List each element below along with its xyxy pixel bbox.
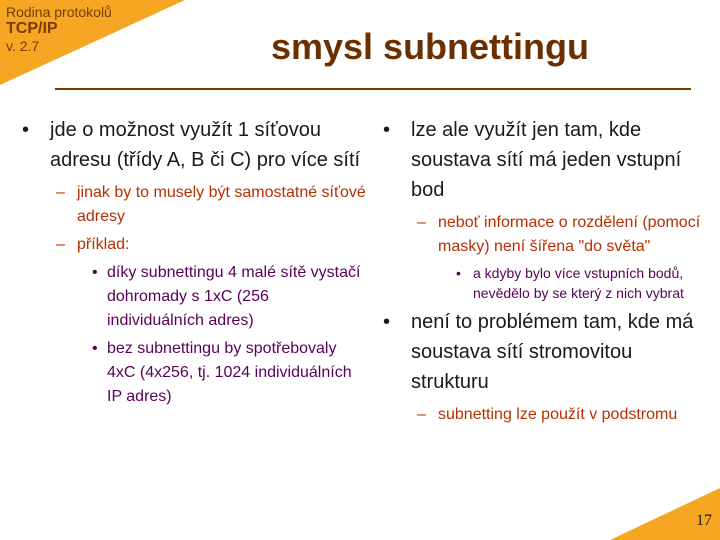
- dash-marker: –: [56, 236, 65, 253]
- bullet-item: [383, 307, 715, 397]
- sub-sub-bullet-text: bez subnettingu by spotřebovaly 4xC (4x256, tj. 1024 individuálních IP adres): [107, 340, 352, 405]
- right-column: [383, 115, 715, 431]
- sub-bullet-text: jinak by to musely být samostatné síťové adresy: [77, 184, 366, 225]
- sub-bullet-item: [22, 233, 367, 257]
- sub-bullet-item: [383, 211, 715, 259]
- sub-sub-bullet-item: [22, 261, 367, 333]
- bullet-text: jde o možnost využít 1 síťovou adresu (třídy A, B či C) pro více sítí: [50, 119, 361, 171]
- bullet-marker: •: [383, 311, 391, 333]
- bullet-text: lze ale využít jen tam, kde soustava sítí má jeden vstupní bod: [411, 119, 682, 201]
- bullet-marker: •: [92, 264, 98, 281]
- course-version: v. 2.7: [6, 38, 40, 54]
- bullet-marker: •: [22, 119, 30, 141]
- sub-bullet-text: neboť informace o rozdělení (pomocí masky) není šířena "do světa": [438, 214, 701, 255]
- slide-title: smysl subnettingu: [270, 26, 590, 67]
- sub-sub-bullet-text: díky subnettingu 4 malé sítě vystačí dohromady s 1xC (256 individuálních adres): [107, 264, 361, 329]
- sub-bullet-item: [22, 181, 367, 229]
- dash-marker: –: [417, 214, 426, 231]
- bullet-item: [383, 115, 715, 205]
- sub-sub-bullet-item: [383, 263, 715, 303]
- bullet-marker: •: [456, 265, 461, 281]
- bullet-marker: •: [92, 340, 98, 357]
- bullet-text: není to problémem tam, kde má soustava sítí stromovitou strukturu: [411, 311, 694, 393]
- sub-bullet-text: subnetting lze použít v podstromu: [438, 406, 678, 423]
- dash-marker: –: [56, 184, 65, 201]
- sub-sub-bullet-text: a kdyby bylo více vstupních bodů, nevědělo by se který z nich vybrat: [473, 265, 684, 301]
- course-topic: TCP/IP: [6, 20, 58, 37]
- bullet-item: [22, 115, 367, 175]
- bullet-marker: •: [383, 119, 391, 141]
- course-name: Rodina protokolů: [6, 4, 112, 20]
- title-underline: [55, 88, 691, 90]
- sub-bullet-text: příklad:: [77, 236, 130, 253]
- page-number: 17: [696, 512, 712, 529]
- dash-marker: –: [417, 406, 426, 423]
- sub-bullet-item: [383, 403, 715, 427]
- left-column: [22, 115, 367, 413]
- sub-sub-bullet-item: [22, 337, 367, 409]
